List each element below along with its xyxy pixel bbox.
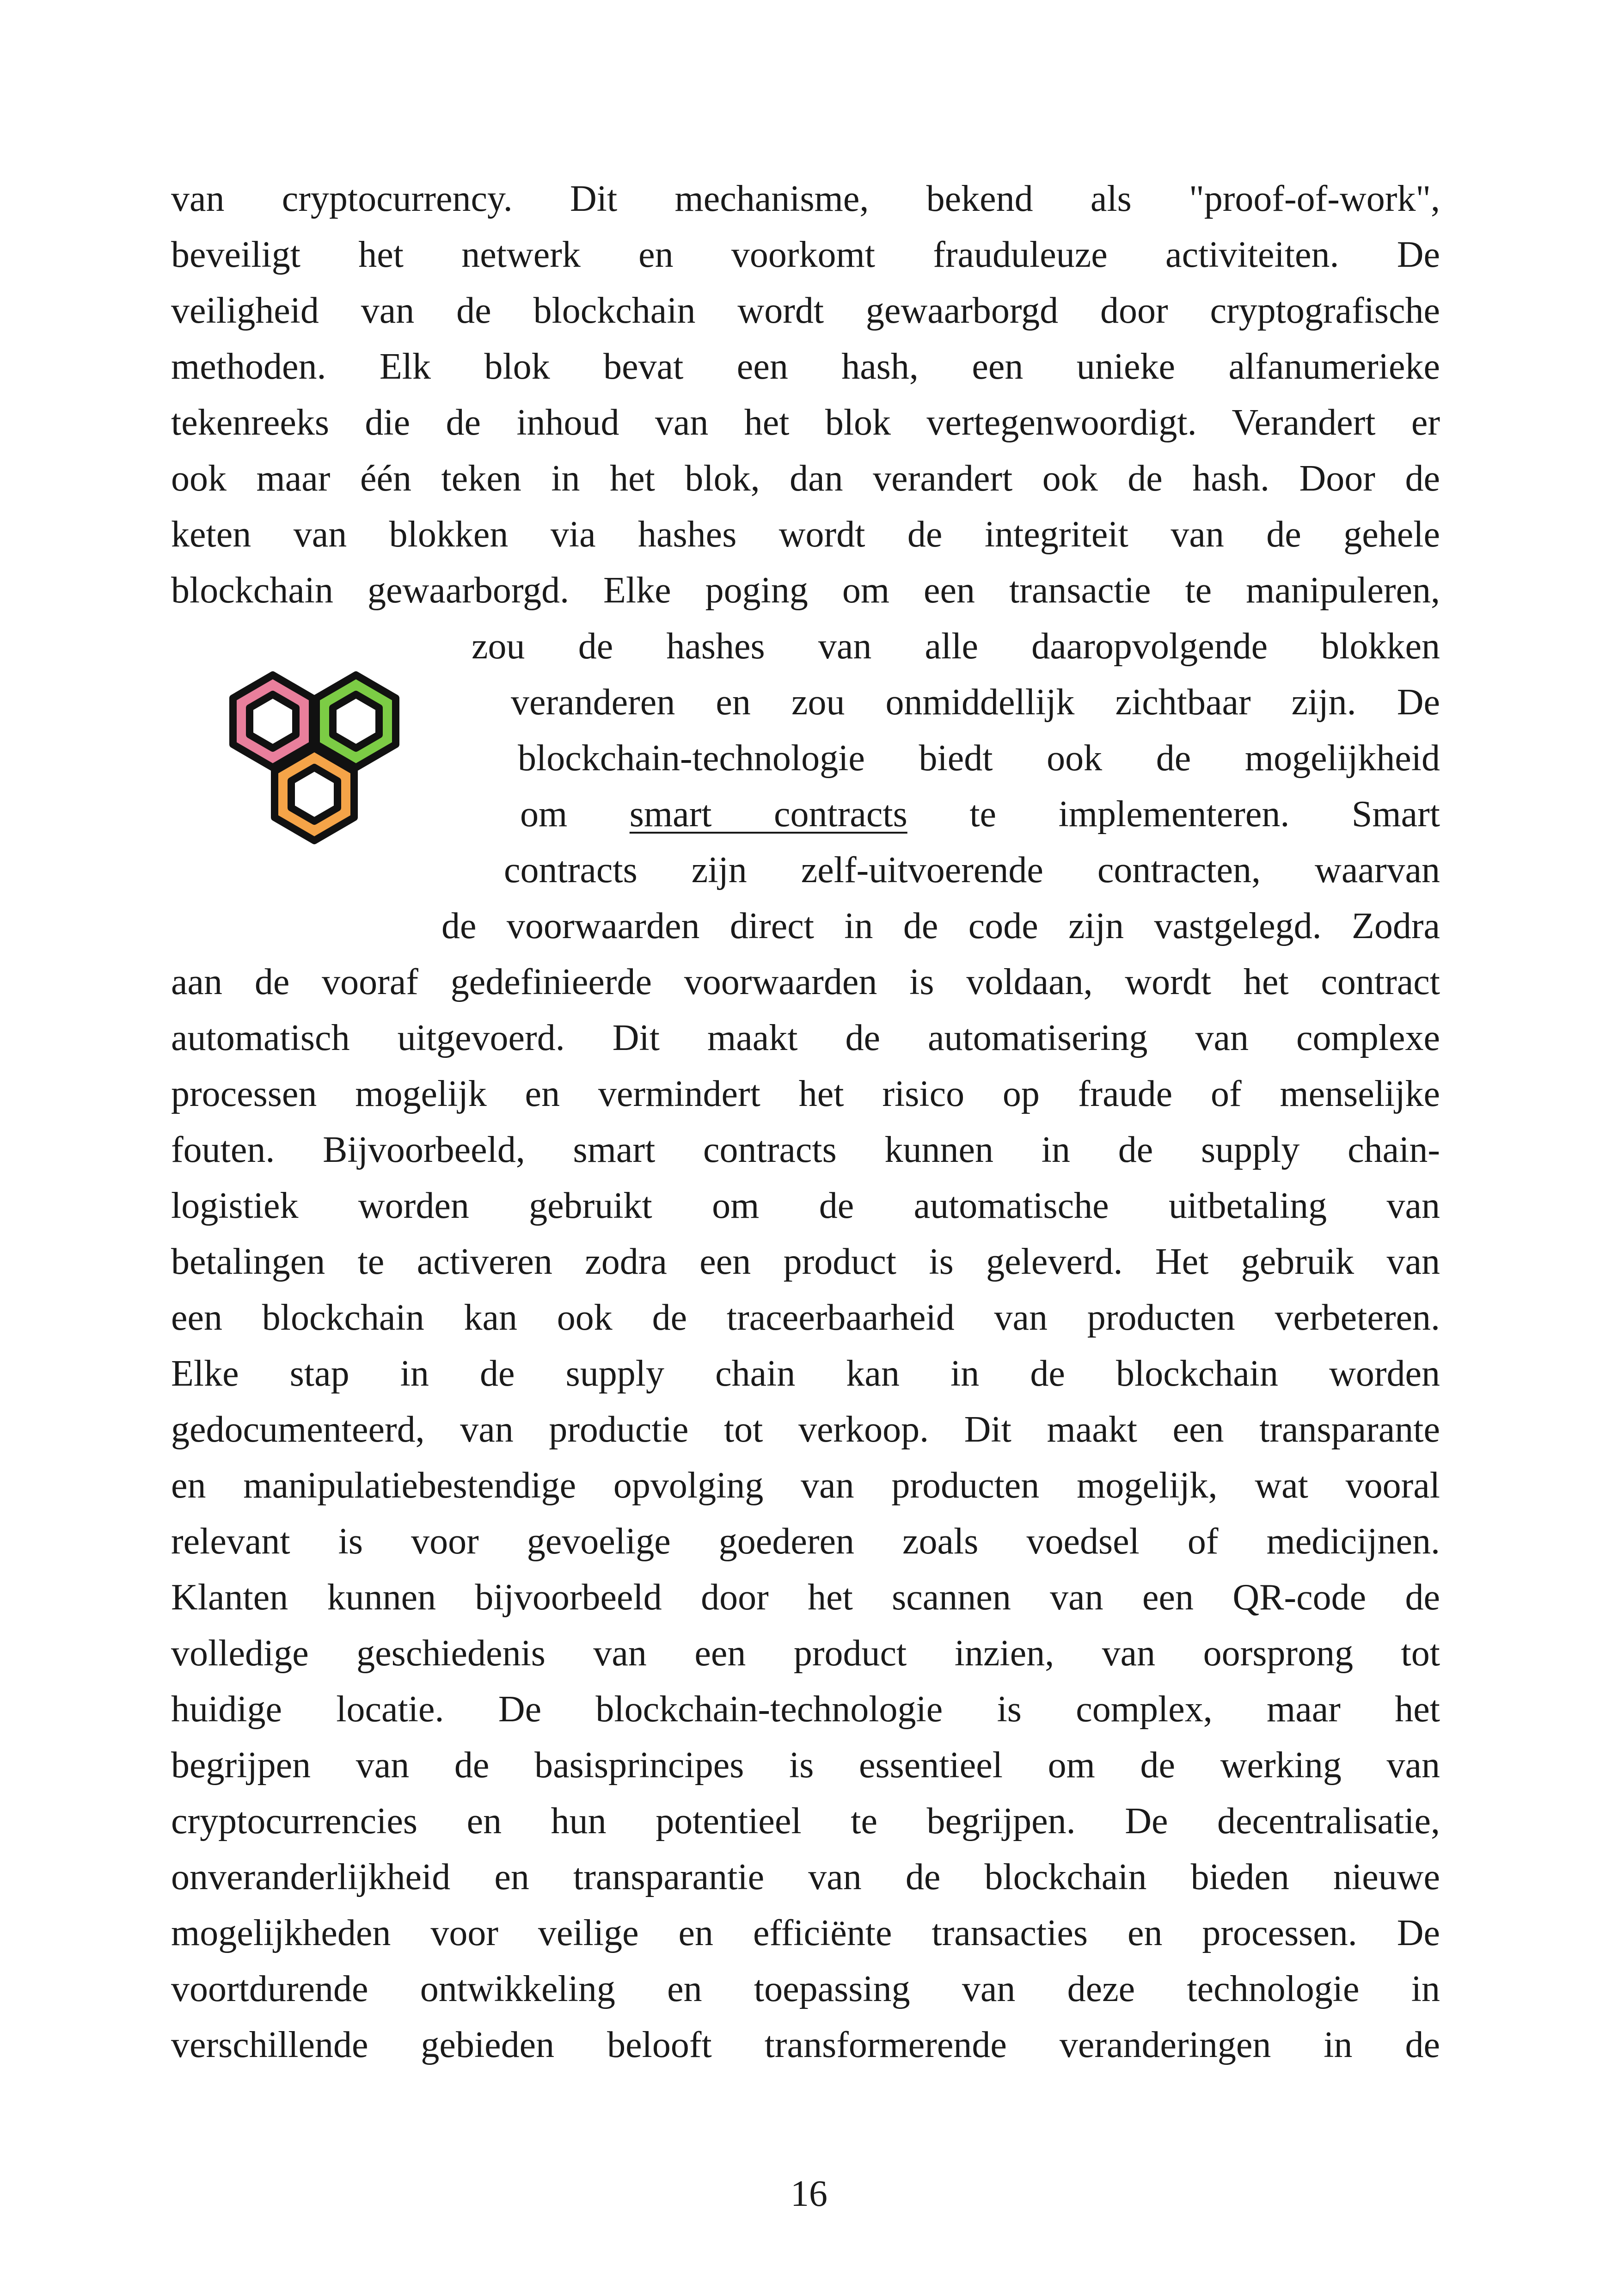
text-line: relevant is voor gevoelige goederen zoals voedsel of medicijnen.: [171, 1521, 1440, 1562]
smart-contracts-link[interactable]: smart contracts: [629, 794, 907, 835]
text-line: automatisch uitgevoerd. Dit maakt de automatisering van complexe: [171, 1018, 1440, 1058]
text-line: zou de hashes van alle daaropvolgende blokken: [472, 626, 1440, 667]
text-line: aan de vooraf gedefinieerde voorwaarden is voldaan, wordt het contract: [171, 962, 1440, 1002]
text-line: onveranderlijkheid en transparantie van de blockchain bieden nieuwe: [171, 1857, 1440, 1897]
text-line: veranderen en zou onmiddellijk zichtbaar zijn. De: [511, 682, 1440, 723]
text-line: verschillende gebieden belooft transformerende veranderingen in de: [171, 2025, 1440, 2065]
text-line: van cryptocurrency. Dit mechanisme, bekend als "proof-of-work",: [171, 178, 1440, 219]
text-line: contracts zijn zelf-uitvoerende contracten, waarvan: [504, 850, 1440, 890]
page-number: 16: [791, 2173, 827, 2214]
text-line: blockchain gewaarborgd. Elke poging om een transactie te manipuleren,: [171, 570, 1440, 611]
text-line: de voorwaarden direct in de code zijn vastgelegd. Zodra: [441, 906, 1440, 946]
text-segment: te implementeren. Smart: [969, 794, 1440, 835]
text-line: processen mogelijk en vermindert het risico op fraude of menselijke: [171, 1074, 1440, 1114]
text-line: volledige geschiedenis van een product inzien, van oorsprong tot: [171, 1633, 1440, 1674]
text-line: logistiek worden gebruikt om de automatische uitbetaling van: [171, 1185, 1440, 1226]
text-line: [520, 786, 1440, 842]
text-line: Elke stap in de supply chain kan in de blockchain worden: [171, 1353, 1440, 1394]
hexagon-cluster-icon: [217, 666, 439, 897]
text-line: blockchain-technologie biedt ook de mogelijkheid: [518, 738, 1440, 779]
text-line: betalingen te activeren zodra een product is geleverd. Het gebruik van: [171, 1241, 1440, 1282]
text-line: veiligheid van de blockchain wordt gewaarborgd door cryptografische: [171, 290, 1440, 331]
text-line: keten van blokken via hashes wordt de integriteit van de gehele: [171, 514, 1440, 555]
text-line: begrijpen van de basisprincipes is essentieel om de werking van: [171, 1745, 1440, 1786]
text-line: methoden. Elk blok bevat een hash, een unieke alfanumerieke: [171, 346, 1440, 387]
text-line: beveiligt het netwerk en voorkomt frauduleuze activiteiten. De: [171, 234, 1440, 275]
text-line: en manipulatiebestendige opvolging van producten mogelijk, wat vooral: [171, 1465, 1440, 1506]
text-line: huidige locatie. De blockchain-technologie is complex, maar het: [171, 1689, 1440, 1730]
text-line: een blockchain kan ook de traceerbaarheid van producten verbeteren.: [171, 1297, 1440, 1338]
text-line: gedocumenteerd, van productie tot verkoop. Dit maakt een transparante: [171, 1409, 1440, 1450]
text-word: om: [520, 794, 568, 835]
text-line: voortdurende ontwikkeling en toepassing van deze technologie in: [171, 1969, 1440, 2009]
text-line: tekenreeks die de inhoud van het blok vertegenwoordigt. Verandert er: [171, 402, 1440, 443]
text-line: cryptocurrencies en hun potentieel te begrijpen. De decentralisatie,: [171, 1801, 1440, 1842]
text-line: mogelijkheden voor veilige en efficiënte transacties en processen. De: [171, 1913, 1440, 1953]
text-line: fouten. Bijvoorbeeld, smart contracts kunnen in de supply chain-: [171, 1130, 1440, 1170]
text-line: ook maar één teken in het blok, dan verandert ook de hash. Door de: [171, 458, 1440, 499]
text-line: Klanten kunnen bijvoorbeeld door het scannen van een QR-code de: [171, 1577, 1440, 1618]
